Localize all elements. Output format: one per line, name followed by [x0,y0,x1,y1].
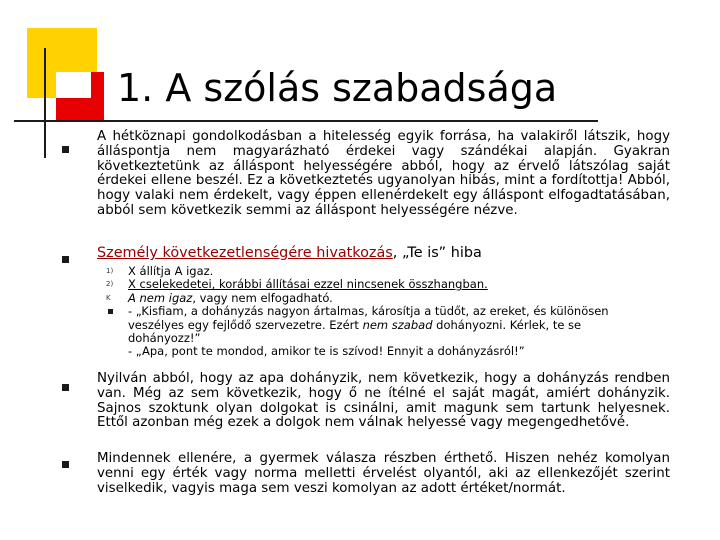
argument-schema-list [106,264,646,359]
decor-horizontal-line [14,120,598,122]
child-quote: - „Apa, pont te mondod, amikor te is szívod! Ennyit a dohányzásról!” [128,344,525,359]
bullet-square-icon [62,384,69,391]
slide-title: 1. A szólás szabadsága [117,66,558,110]
paragraph-credibility: A hétköznapi gondolkodásban a hitelesség egyik forrása, ha valakiről látszik, hogy álláspontja nem magyarázható érdekei vagy szándékai alapján. Gyakran következtetünk az álláspont helyességére abból, hogy az érvelő látszólag saját érdekei ellene beszél. Ez a következtetés ugyanolyan hibás, mint a fordítottja! Abból, hogy valaki nem érdekelt, vagy éppen ellenérdekelt egy álláspont elfogadtatásában, abból sem következik semmi az álláspont helyességére nézve. [97,129,670,218]
conclusion-text: , vagy nem elfogadható. [192,290,333,305]
paragraph-tu-quoque-heading [97,246,557,261]
father-quote-b: dohányozni. Kérlek, te se dohányozz!” [128,317,582,346]
decor-white-cutout [56,72,91,98]
fallacy-heading-rest: , „Te is” hiba [392,245,482,261]
premise-2-text: X cselekedetei, korábbi állításai ezzel nincsenek összhangban. [128,277,488,292]
paragraph-explanation: Nyilván abból, hogy az apa dohányzik, nem következik, hogy a dohányzás rendben van. Még az sem következik, hogy ő ne ítélné el saját magát, amiért dohányzik. Sajnos szoktunk olyan dolgokat is csinálni, amit magunk sem tartunk helyesnek. Ettől azonban még ezek a dolgok nem válnak helyessé vagy megengedhetővé. [97,371,670,431]
bullet-square-icon [62,146,69,153]
premise-2 [106,277,646,292]
premise-1-number: 1) [106,267,114,275]
dialogue-child [126,345,646,358]
premise-2-number: 2) [106,280,114,289]
paragraph-nevertheless: Mindennek ellenére, a gyermek válasza részben érthető. Hiszen nehéz komolyan venni egy érték vagy norma melletti érvelést olyantól, aki az ellenkezőjét szerint viselkedik, vagyis maga sem veszi komolyan az adott értéket/normát. [97,451,670,496]
conclusion [106,290,646,305]
decor-vertical-line [44,48,46,158]
conclusion-emphasis: A nem igaz [128,290,193,305]
conclusion-marker: K [106,293,111,302]
premise-1 [106,264,646,278]
bullet-square-icon [62,461,69,468]
dialogue-father [126,305,646,345]
fallacy-link[interactable]: Személy következetlenségére hivatkozás [97,245,393,261]
bullet-square-icon [62,256,69,263]
father-quote-a: - „Kisfiam, a dohányzás nagyon ártalmas, károsítja a tüdőt, az ereket, és különösen veszélyes egy fejlődő szervezetre. Ezért [128,304,609,332]
sub-bullet-icon [108,309,113,314]
premise-1-text: X állítja A igaz. [128,264,214,278]
father-quote-emphasis: nem szabad [362,317,433,332]
